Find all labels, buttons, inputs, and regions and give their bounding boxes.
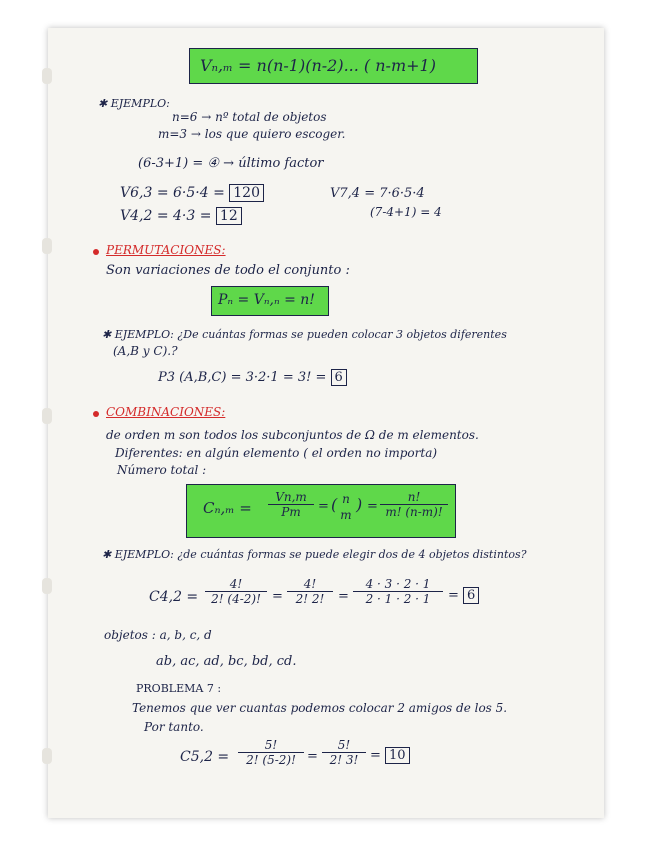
denominator: 2! 2! [295,592,325,606]
p3-expression [158,369,347,386]
denominator: Pm [281,505,301,519]
binomial-bottom: m [340,508,352,522]
permutaciones-title: PERMUTACIONES: [106,243,226,257]
ejemplo-label: ✱ EJEMPLO: [98,97,170,110]
punch-hole [42,238,52,254]
binomial-top: n [342,492,350,506]
combinaciones-line3: Número total : [117,463,207,477]
numerator: 5! [322,738,366,753]
p3-left: P3 (A,B,C) = 3·2·1 = 3! = [158,370,327,385]
c42-result-expression: = 6 [448,587,479,604]
binomial [337,491,355,523]
ejemplo-line-factor: (6-3+1) = ④ → último factor [138,156,324,171]
v63-result: 120 [229,184,264,202]
permutaciones-formula: Pₙ = Vₙ,ₙ = n! [218,292,315,308]
c42-fraction-2 [287,577,333,606]
close-paren: ) [356,495,363,514]
numerator: 4! [287,577,333,592]
permutaciones-desc: Son variaciones de todo el conjunto : [106,263,350,278]
equals-sign: = [367,499,378,514]
punch-hole [42,68,52,84]
denominator: 2 · 1 · 2 · 1 [365,592,431,606]
punch-hole [42,748,52,764]
numerator: n! [380,490,448,505]
c42-result: 6 [463,587,479,604]
numerator: Vn,m [268,490,314,505]
v63-left: V6,3 = 6·5·4 = [120,185,225,201]
equals-sign: = [307,749,318,764]
fraction-nfact [380,490,448,519]
notebook-page [48,28,604,818]
denominator: 2! (5-2)! [246,753,296,767]
v42-result: 12 [216,207,242,225]
problema-line1: Tenemos que ver cuantas podemos colocar 2 amigos de los 5. [132,701,508,715]
combinaciones-title: COMBINACIONES: [106,405,226,419]
v63-expression [120,184,264,202]
numerator: 4 · 3 · 2 · 1 [353,577,443,592]
fraction-vnm-over-pm [268,490,314,519]
variaciones-formula: Vₙ,ₘ = n(n-1)(n-2)... ( n-m+1) [200,56,436,75]
numerator: 4! [205,577,267,592]
denominator: 2! (4-2)! [211,592,261,606]
c52-fraction-1 [238,738,304,767]
numerator: 5! [238,738,304,753]
v42-left: V4,2 = 4·3 = [120,208,212,224]
c42-left: C4,2 = [149,589,199,605]
c52-left: C5,2 = [180,749,230,765]
equals-sign: = [272,589,283,604]
permutaciones-ejemplo-line2: (A,B y C).? [113,344,178,358]
combinaciones-line2: Diferentes: en algún elemento ( el orden no importa) [115,446,438,460]
objetos-line: objetos : a, b, c, d [104,628,212,642]
pares-line: ab, ac, ad, bc, bd, cd. [156,654,297,669]
combinaciones-formula-left: Cₙ,ₘ = [203,499,252,517]
combinaciones-line1: de orden m son todos los subconjuntos de Ω de m elementos. [106,428,479,442]
v42-expression [120,207,242,225]
v74-line1: V7,4 = 7·6·5·4 [330,186,425,201]
combinaciones-ejemplo: ✱ EJEMPLO: ¿de cuántas formas se puede elegir dos de 4 objetos distintos? [102,548,527,561]
punch-hole [42,578,52,594]
bullet-dot [93,411,99,417]
bullet-dot [93,249,99,255]
equals-sign: = [318,499,329,514]
c42-fraction-1 [205,577,267,606]
open-paren: ( [331,495,338,514]
c52-result-expression: = 10 [370,747,410,764]
v74-line2: (7-4+1) = 4 [370,205,442,219]
denominator: 2! 3! [329,753,359,767]
denominator: m! (n-m)! [385,505,443,519]
c52-result: 10 [385,747,410,764]
ejemplo-line-n: n=6 → nº total de objetos [172,110,327,124]
equals-sign: = [338,589,349,604]
punch-hole [42,408,52,424]
p3-result: 6 [331,369,347,386]
problema-line2: Por tanto. [144,720,204,734]
c52-fraction-2 [322,738,366,767]
ejemplo-line-m: m=3 → los que quiero escoger. [158,127,346,141]
problema-title: PROBLEMA 7 : [136,682,222,695]
c42-fraction-3 [353,577,443,606]
permutaciones-ejemplo-line1: ✱ EJEMPLO: ¿De cuántas formas se pueden colocar 3 objetos diferentes [102,328,507,341]
